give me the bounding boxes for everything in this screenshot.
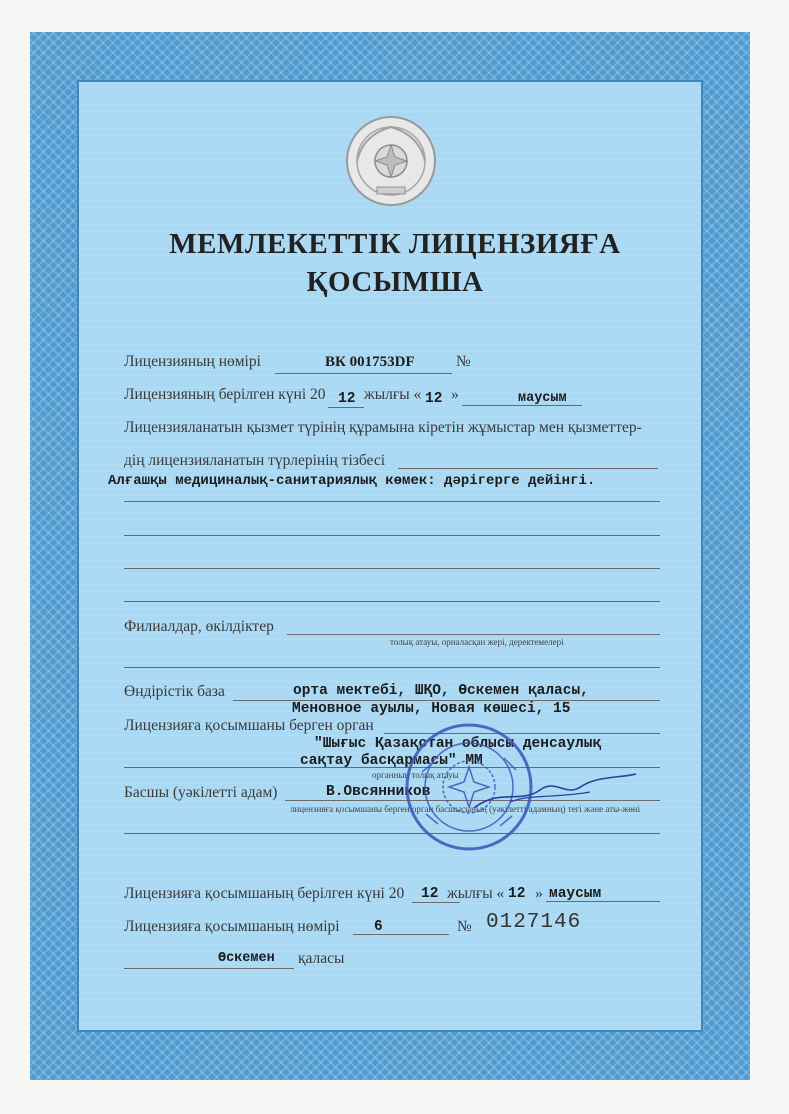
appendix-quote-close: »: [535, 885, 543, 902]
appendix-number-sign: №: [457, 918, 472, 935]
appendix-number-label: Лицензияға қосымшаның нөмірі: [124, 918, 340, 935]
works-line-1: [124, 501, 660, 502]
works-line-0: [398, 468, 658, 469]
head-hint: лицензияға қосымшаны берген орган басшысының (уәкілетті адамның) тегі және аты-жөні: [290, 804, 641, 814]
head-value: В.Овсянников: [326, 784, 431, 800]
issuing-body-line1: "Шығыс Қазақстан облысы денсаулық: [314, 736, 602, 752]
issue-quote-close: »: [451, 386, 459, 403]
serial-number: 0127146: [486, 911, 582, 934]
production-base-line1: орта мектебі, ШҚО, Өскемен қаласы,: [293, 683, 589, 699]
branches-hint: толық атауы, орналасқан жері, деректемелері: [390, 637, 564, 647]
branches-line-2: [124, 667, 660, 668]
appendix-day: 12: [508, 886, 526, 902]
title-line-1: МЕМЛЕКЕТТІК ЛИЦЕНЗИЯҒА: [169, 228, 621, 260]
appendix-year: 12: [421, 886, 439, 902]
works-line-2: [124, 535, 660, 536]
production-base-label: Өндірістік база: [124, 683, 225, 700]
appendix-number-line: [353, 934, 449, 935]
issue-day: 12: [425, 391, 443, 407]
appendix-date-label: Лицензияға қосымшаның берілген күні 20: [124, 885, 405, 902]
license-number-line: [275, 373, 452, 374]
works-value: Алғашқы медициналық-санитариялық көмек: дәрігерге дейінгі.: [108, 473, 596, 489]
issue-month: маусым: [518, 391, 567, 406]
city-word: қаласы: [298, 950, 345, 967]
head-label: Басшы (уәкілетті адам): [124, 784, 278, 801]
works-line-3: [124, 568, 660, 569]
appendix-year-word: жылғы «: [447, 885, 505, 902]
appendix-month: маусым: [549, 886, 602, 902]
issuing-body-line2: сақтау басқармасы" ММ: [300, 753, 483, 769]
city-value: Өскемен: [218, 951, 275, 966]
signature-icon: [470, 768, 640, 818]
license-number-sign: №: [456, 353, 471, 370]
works-label-line2: дің лицензияланатын түрлерінің тізбесі: [124, 452, 386, 469]
works-label-line1: Лицензияланатын қызмет түрінің құрамына кіретін жұмыстар мен қызметтер-: [124, 419, 642, 436]
head-line-2: [124, 833, 660, 834]
branches-label: Филиалдар, өкілдіктер: [124, 618, 274, 635]
issuing-body-label: Лицензияға қосымшаны берген орган: [124, 717, 374, 734]
works-line-4: [124, 601, 660, 602]
issue-year-line: [328, 407, 364, 408]
title-line-2: ҚОСЫМША: [306, 266, 484, 298]
license-number-label: Лицензияның нөмірі: [124, 353, 261, 370]
appendix-number-value: 6: [374, 919, 383, 935]
license-number-value: ВК 001753DF: [325, 354, 415, 370]
issuing-body-hint: органның толық атауы: [372, 770, 459, 780]
issue-year: 12: [338, 391, 356, 407]
city-line: [124, 968, 294, 969]
issue-date-label: Лицензияның берілген күні 20: [124, 386, 326, 403]
branches-line: [287, 634, 660, 635]
state-emblem-icon: [345, 115, 437, 207]
issue-year-word: жылғы «: [364, 386, 422, 403]
production-base-line2: Меновное ауылы, Новая көшесі, 15: [292, 701, 571, 717]
